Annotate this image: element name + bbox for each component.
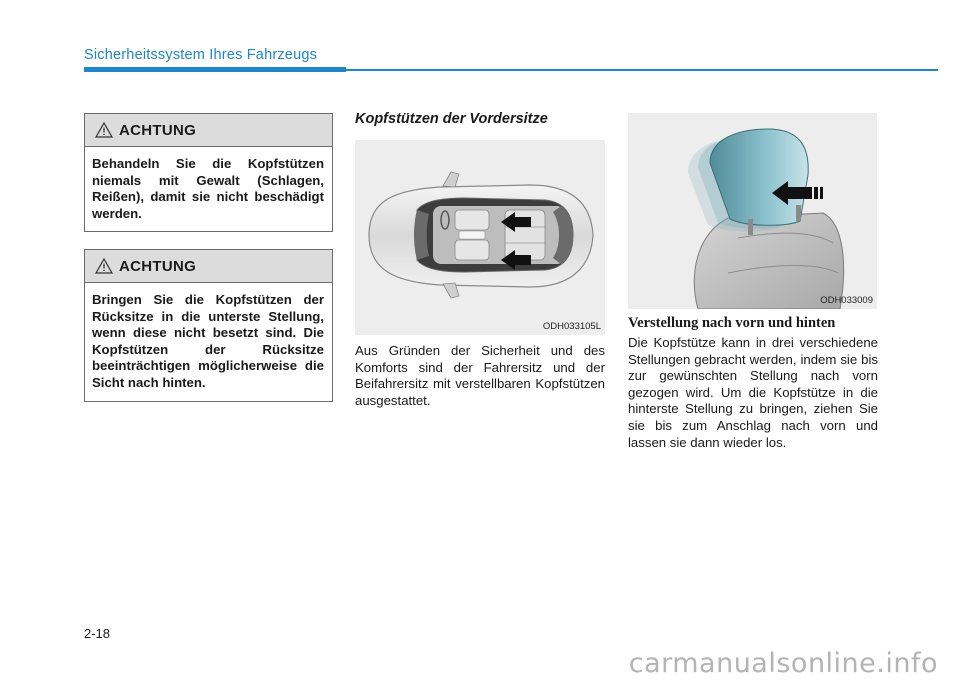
- header-rule-thick: [84, 67, 346, 72]
- warning-title: ACHTUNG: [119, 257, 197, 275]
- warning-triangle-icon: [95, 122, 113, 138]
- section-title: Kopfstützen der Vordersitze: [355, 111, 548, 127]
- adjust-paragraph: Die Kopfstütze kann in drei verschiedene Stellungen gebracht werden, indem sie bis zur gewünschten Stellung nach vorn gezogen wird. Um die Kopfstütze in die hinterste Stellung zu bringen, ziehen Sie sie bis zum Anschlag nach vorn und lassen sie dann wieder los.: [628, 335, 878, 450]
- page-number: 2-18: [84, 626, 111, 641]
- figure-car-top-view: [355, 140, 605, 335]
- warning-text: Behandeln Sie die Kopfstützen niemals mit Gewalt (Schlagen, Reißen), damit sie nicht beschädigt werden.: [92, 156, 324, 221]
- warning-box-2: [84, 249, 333, 402]
- warning-title: ACHTUNG: [119, 121, 197, 139]
- figure-headrest: [628, 113, 877, 309]
- subheading: Verstellung nach vorn und hinten: [628, 315, 836, 331]
- warning-header: [85, 250, 332, 283]
- intro-paragraph: Aus Gründen der Sicherheit und des Komforts sind der Fahrersitz und der Beifahrersitz mit verstellbaren Kopfstützen ausgestattet.: [355, 343, 605, 408]
- figure-code: ODH033009: [820, 295, 873, 306]
- warning-header: [85, 114, 332, 147]
- car-top-view-illustration: [355, 140, 605, 335]
- header-section-title: Sicherheitssystem Ihres Fahrzeugs: [84, 47, 318, 63]
- headrest-illustration: [628, 113, 877, 309]
- header-rule-thin: [346, 69, 938, 71]
- warning-box-1: [84, 113, 333, 232]
- watermark: carmanualsonline.info: [628, 648, 938, 679]
- figure-code: ODH033105L: [542, 321, 601, 332]
- warning-text: Bringen Sie die Kopfstützen der Rücksitze in die unterste Stellung, wenn diese nicht besetzt sind. Die Kopfstützen der Rücksitze beeinträchtigen möglicherweise die Sicht nach hinten.: [92, 292, 324, 390]
- warning-triangle-icon: [95, 258, 113, 274]
